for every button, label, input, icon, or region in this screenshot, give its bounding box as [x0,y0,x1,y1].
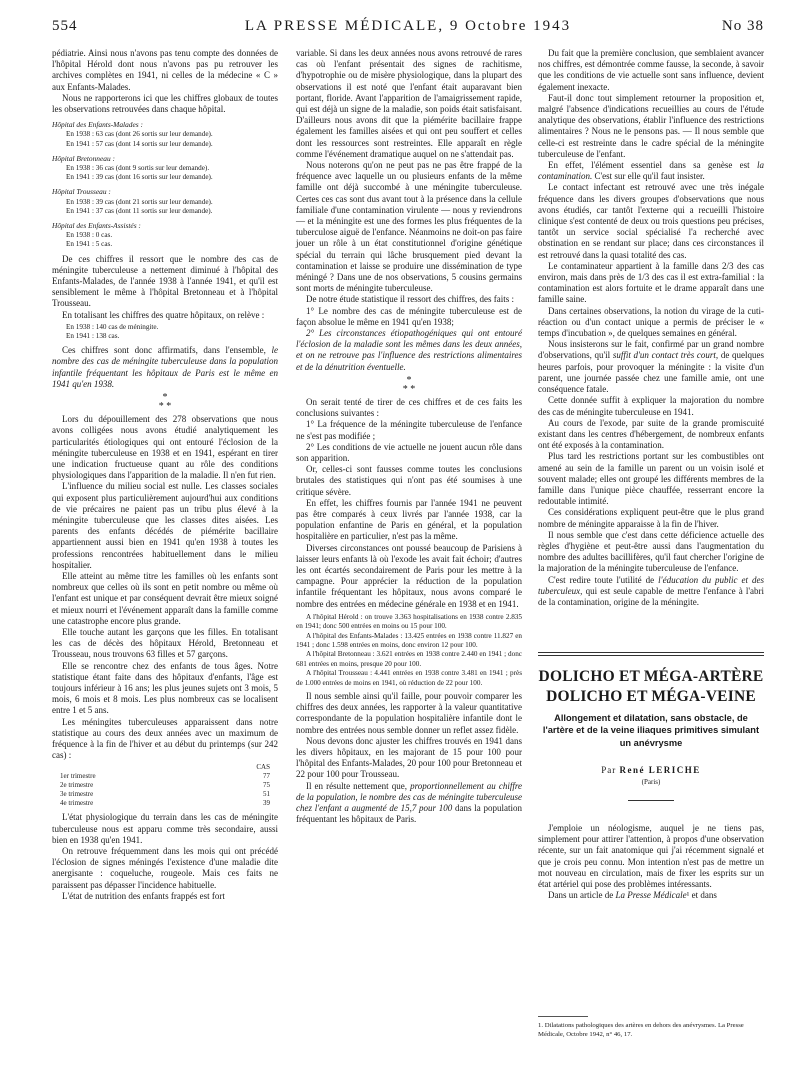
paragraph: Elle se rencontre chez des enfants de tous âges. Notre statistique étant faite dans des hôpitaux d'enfants, l'âge est toujours inférieur à 16 ans; les plus jeunes sujets ont 3 mois, 5 mois, 6 mois et 8 mois. Les plus nombreux cas se localisent entre 1 et 5 ans. [52,660,278,716]
hospital-heading: Hôpital Bretonneau : [52,153,115,163]
data-line: En 1941 : 138 cas. [66,332,120,341]
journal-title: LA PRESSE MÉDICALE, 9 Octobre 1943 [244,18,572,34]
article-top-rule-2 [538,655,764,656]
data-line: En 1941 : 5 cas. [66,240,113,249]
article-byline [538,765,764,775]
paragraph: Nous devons donc ajuster les chiffres trouvés en 1941 dans les divers hôpitaux, en les majorant de 15 pour 100 pour l'hôpital des Enfants-Malades, 20 pour 100 pour Bretonneau et 22 pour 100 pour Trousseau. [296,735,522,780]
article-body [538,823,764,901]
text-run: Il en résulte nettement que, [306,780,407,791]
paragraph: Elle atteint au même titre les familles où les enfants sont nombreux que celles où ils sont en petit nombre ou même où l'enfant est unique et par conséquent devrait être mieux soigné et mieux nourri et l'événement apparaît dans la famille comme une catastrophe encore plus grande. [52,570,278,626]
emphasis: La Presse Médicale [615,890,687,901]
row-label: 4e trimestre [60,799,94,808]
byline-prefix: Par [601,765,617,775]
issue-number: No 38 [721,18,764,34]
data-line: En 1941 : 39 cas (dont 16 sortis sur leur demande). [66,173,213,182]
paragraph [538,575,764,609]
row-value: 75 [263,781,270,790]
hospital-heading: Hôpital des Enfants-Malades : [52,120,143,130]
statistic-note: A l'hôpital des Enfants-Malades : 13.425 entrées en 1938 contre 11.827 en 1941 ; donc 1.598 entrées en moins, donc environ 12 pour 100. [296,631,522,649]
row-value: 77 [263,772,270,781]
text-run: C'est redire toute l'utilité de [548,574,655,585]
statistic-note: A l'hôpital Hérold : on trouve 3.363 hospitalisations en 1938 contre 2.835 en 1941; donc 500 entrées en moins ou 15 pour 100. [296,612,522,631]
paragraph: En effet, les chiffres fournis par l'année 1941 ne peuvent pas être comparés à ceux livrés par l'année 1938, car la population enfantine de Paris en général, et la population hospitalière en particulier, n'est pas la même. [296,497,522,542]
emphasis: proportionnellement au chiffre de la population, le nombre des cas de méningite tuberculeuse chez l'enfant a augmenté de 15,7 pour 100 [296,780,523,814]
byline-rule [628,800,674,801]
paragraph: J'emploie un néologisme, auquel je ne tiens pas, simplement pour attirer l'attention, à propos d'une observation récente, sur un fait anatomique qui j'ai récemment signalé et que je crois peu connu. Mon intention n'est pas de mettre un mot nouveau en circulation, mais de fixer les esprits sur un état artériel qui pose des problèmes intéressants. [538,823,764,890]
hospital-heading: Hôpital des Enfants-Assistés : [52,221,141,231]
text-run: C'est sur elle qu'il faut insister. [594,171,705,182]
paragraph: 1° La fréquence de la méningite tuberculeuse de l'enfance ne s'est pas modifiée ; [296,419,522,441]
paragraph: Or, celles-ci sont fausses comme toutes les conclusions brutales des statistiques qui n'ont pas été soumises à une critique sévère. [296,464,522,497]
text-run: En effet, l'élément essentiel dans sa genèse est [548,160,750,171]
row-label: 3e trimestre [60,790,94,799]
column-3 [538,48,764,608]
quarter-table [60,763,270,808]
paragraph: De notre étude statistique il ressort des chiffres, des faits : [306,294,515,305]
emphasis: suffit d'un contact très court, [612,350,719,361]
paragraph: pédiatrie. Ainsi nous n'avons pas tenu compte des données de l'hôpital Hérold dont nous n'avons pas pu retrouver les archives complètes en 1941, ni celles de la médecine « C » aux Enfants-Malades. [52,48,278,92]
table-row [60,790,270,799]
section-separator: * * * [158,392,172,413]
paragraph: Au cours de l'exode, par suite de la grande promiscuité existant dans les centres d'hébergement, de nombreux enfants ont été exposés à la contamination. [538,417,764,451]
paragraph: On serait tenté de tirer de ces chiffres et de ces faits les conclusions suivantes : [296,396,522,419]
paragraph: Du fait que la première conclusion, que semblaient avancer nos chiffres, est démontrée comme fausse, la seconde, à savoir que les conditions de vie actuelle sont sans influence, devient également inexacte. [538,48,764,92]
text-run: Nous insisterons sur le fait, confirmé par un grand nombre d'observations, qu'il [538,339,764,361]
column-1 [52,48,278,902]
column-2 [296,48,522,825]
row-value: 39 [263,799,270,808]
emphasis: le nombre des cas de méningite tuberculeuse dans la population infantile fréquentant les hôpitaux de Paris est le même en 1941 qu'en 1938. [52,345,278,389]
hospital-heading: Hôpital Trousseau : [52,187,111,197]
paragraph: En totalisant les chiffres des quatre hôpitaux, on relève : [62,309,265,320]
data-line: En 1938 : 0 cas. [66,231,113,240]
paragraph: Cette donnée suffit à expliquer la majoration du nombre des cas de méningite tuberculeuse en 1941. [538,395,764,417]
paragraph: Il nous semble ainsi qu'il faille, pour pouvoir comparer les chiffres des deux années, les rapporter à la valeur quantitative correspondante de la population hospitalière infantile dont le nombre des entrées nous semble donner un reflet assez fidèle. [296,691,522,735]
paragraph: 2° Les circonstances étiopathogéniques qui ont entouré l'éclosion de la maladie sont les mêmes dans les deux années, et on ne retrouve pas l'influence des restrictions alimentaires et de la dénutrition éventuelle. [296,328,522,372]
paragraph: Ces considérations expliquent peut-être que le plus grand nombre de méningite apparaisse à la fin de l'hiver. [538,507,764,529]
paragraph: De ces chiffres il ressort que le nombre des cas de méningite tuberculeuse a nettement diminué à l'hôpital des Enfants-Malades, de l'année 1938 à l'année 1941, et qu'il est sensiblement le même à l'hôpital Bretonneau et à l'hôpital Trousseau. [52,253,278,309]
data-line: En 1938 : 140 cas de méningite. [66,322,159,331]
paragraph [52,345,278,390]
row-label: 2e trimestre [60,781,94,790]
paragraph: Il nous semble que c'est dans cette déficience actuelle des règles d'hygiène et peut-être aussi dans l'augmentation du nombre des adultes bacillifères, qu'il faut chercher l'origine de la majoration de la méningite tuberculeuse de l'enfance. [538,529,764,574]
table-row [60,799,270,808]
text-run: Dans un article de [548,890,614,901]
paragraph: Le contaminateur appartient à la famille dans 2/3 des cas environ, mais dans près de 1/3 des cas il est extra-familial : la contamination est alors fortuite et le drame apparaît dans une famille saine. [538,260,764,305]
article-top-rule [538,652,764,653]
page-header [52,18,764,42]
article-title: DOLICHO ET MÉGA-ARTÈRE [538,668,764,685]
paragraph: 1° Le nombre des cas de méningite tuberculeuse est de façon absolue le même en 1941 qu'en 1938; [296,305,522,327]
table-row [60,772,270,781]
paragraph [538,339,764,395]
text-run: de quelques heures parfois, pour provoquer la méningite : la visite d'un parent, une journée passée chez une famille amie, ont une conséquence fatale. [538,350,764,395]
paragraph: L'état physiologique du terrain dans les cas de méningite tuberculeuse nous est apparu comme très secondaire, aussi bien en 1938 qu'en 1941. [52,812,278,845]
footnote-rule [538,1016,588,1017]
paragraph: Lors du dépouillement des 278 observations que nous avons colligées nous avons étudié analytiquement les particularités étiologiques qui ont entouré l'éclosion de la méningite tuberculeuse en 1938 et en 1941, espérant en tirer une indication fructueuse quant au rôle des conditions physiologiques dans l'apparition de la maladie. Il n'en fut rien. [52,414,278,481]
row-value: 51 [263,790,270,799]
paragraph: On retrouve fréquemment dans les mois qui ont précédé l'éclosion de signes méningés l'existence d'une maladie dite anergisante : coqueluche, rougeole. Mais ces faits ne paraissent pas dépasser l'incidence habituelle. [52,846,278,890]
data-line: En 1938 : 36 cas (dont 9 sortis sur leur demande). [66,164,210,173]
paragraph: Le contact infectant est retrouvé avec une très inégale fréquence dans les divers groupes d'observations que nous avons étudiés, car tantôt l'externe qui a recueilli l'histoire clinique s'est contenté de deux ou trois questions peu précises, tantôt un service social spécialisé l'a recherché avec obstination en se rendant sur place; dans ces circonstances il est retrouvé dans la quasi totalité des cas. [538,182,764,260]
section-separator: * * * [402,374,416,395]
paragraph: 2° Les conditions de vie actuelle ne jouent aucun rôle dans son apparition. [296,441,522,463]
article-title-2: DOLICHO ET MÉGA-VEINE [546,688,756,705]
paragraph: L'état de nutrition des enfants frappés est fort [62,890,225,901]
paragraph [538,160,764,182]
footnote-mark: ¹ et dans [686,890,717,901]
table-row [60,781,270,790]
paragraph [538,890,764,901]
paragraph: Plus tard les restrictions portant sur les combustibles ont amené au sein de la famille un parent ou un voisin isolé et souvent malade; elles ont groupé les différents membres de la famille dans l'unique pièce chauffée, resserrant encore la redoutable intimité. [538,451,764,507]
paragraph [296,781,522,826]
statistic-note: A l'hôpital Bretonneau : 3.621 entrées en 1938 contre 2.440 en 1941 ; donc 681 entrées en moins, presque 20 pour 100. [296,650,522,668]
paragraph: variable. Si dans les deux années nous avons retrouvé de rares cas où l'enfant présentait des signes de rachitisme, d'hypotrophie ou de misère physiologique, dans la plupart des observations il est noté que l'enfant était auparavant bien portant, floride. Avant l'apparition de l'amaigrissement rapide, qui est déjà un signe de la maladie, son poids était satisfaisant. D'ailleurs nous avons dit que la piémérite bacillaire frappe également les familles aisées et qui ont peu souffert et celles dont les ressources sont restreintes. Elle apparaît en règle comme l'événement dramatique auquel on ne s'attendait pas. [296,48,522,159]
text-run: qui est seule capable de mettre l'enfance à l'abri de la contamination, origine de la méningite. [538,585,765,607]
paragraph: Faut-il donc tout simplement retourner la proposition et, malgré l'absence d'indications recueillies au cours de l'étude analytique des observations, établir l'influence des restrictions alimentaires ? Nous ne le pensons pas. — Il nous semble que celle-ci est restreinte dans le cadre spécial de la méningite tuberculeuse de l'enfant. [538,92,764,159]
statistic-note: A l'hôpital Trousseau : 4.441 entrées en 1938 contre 3.481 en 1941 ; près de 1.000 entrées de moins en 1941, où réduction de 22 pour 100. [296,669,522,687]
text-run: dans la population fréquentant les hôpitaux de Paris. [296,803,522,825]
page-number: 554 [52,18,78,34]
emphasis: l'éducation du public et des tuberculeux, [538,574,765,596]
data-line: En 1938 : 39 cas (dont 21 sortis sur leur demande). [66,197,213,206]
data-line: En 1938 : 63 cas (dont 26 sortis sur leur demande). [66,130,213,139]
author-location: (Paris) [641,778,661,786]
text-run: Ces chiffres sont donc affirmatifs, dans l'ensemble, [62,345,266,356]
paragraph: Les méningites tuberculeuses apparaissent dans notre statistique au cours des deux années avec un maximum de fréquence à la fin de l'hiver et au début du printemps (sur 242 cas) : [52,716,278,761]
author-name: René LERICHE [619,765,701,775]
row-label: 1er trimestre [60,772,96,781]
footnote: 1. Dilatations pathologiques des artères en dehors des anévrysmes. La Presse Médicale, Octobre 1942, n° 46, 17. [538,1022,744,1038]
data-line: En 1941 : 37 cas (dont 11 sortis sur leur demande). [66,206,213,215]
paragraph: Dans certaines observations, la notion du virage de la cuti-réaction ou d'un contact unique a permis de préciser le « temps d'incubation », de quelques semaines en général. [538,305,764,339]
paragraph: Nous noterons qu'on ne peut pas ne pas être frappé de la fréquence avec laquelle un ou plusieurs enfants de la même famille ont déjà succombé à une méningite tuberculeuse. Certes ces cas sont dus avant tout à la présence dans la cellule familiale d'une contamination virulente — nous y reviendrons — et la méningite est une des formes les plus fréquentes de la tuberculose aiguë de l'enfance. Néanmoins ne doit-on pas faire jouer un rôle à un état constitutionnel d'origine génétique spécial du terrain qui lâche brusquement pied devant la contamination et laisse se produire une dissémination de type méningé ? Dans une de nos observations, 5 cousins germains sont morts de méningite tuberculeuse. [296,160,522,294]
data-line: En 1941 : 57 cas (dont 14 sortis sur leur demande). [66,139,213,148]
column-header: CAS [256,763,270,772]
emphasis: la contamination. [538,160,764,182]
article-subtitle: Allongement et dilatation, sans obstacle, de l'artère et de la veine iliaques primitives simulant un anévrysme [542,713,760,748]
paragraph: L'influence du milieu social est nulle. Les classes sociales qui exposent plus particulièrement aujourd'hui aux conditions de vie précaires ne paient pas un tribu plus élevé à la méningite tuberculeuse que les classes dites aisées. Les parents des enfants décédés de piémérite bacillaire appartiennent aussi bien en 1941 qu'en 1938 à toutes les professions rencontrées habituellement dans le milieu hospitalier. [52,481,278,570]
paragraph: Nous ne rapporterons ici que les chiffres globaux de toutes les observations retrouvées dans chaque hôpital. [52,92,278,115]
paragraph: Diverses circonstances ont poussé beaucoup de Parisiens à laisser leurs enfants là où l'exode les avait fait échoir; d'autres les ont écartés secondairement de Paris pour les mettre à la campagne. Pour apprécier la réduction de la population infantile fréquentant les hôpitaux, nous avons comparé le nombre des entrées en médecine générale en 1938 et en 1941. [296,542,522,609]
paragraph: Elle touche autant les garçons que les filles. En totalisant les cas de décès des hôpitaux Hérold, Bretonneau et Trousseau, nous trouvons 63 filles et 57 garçons. [52,626,278,660]
